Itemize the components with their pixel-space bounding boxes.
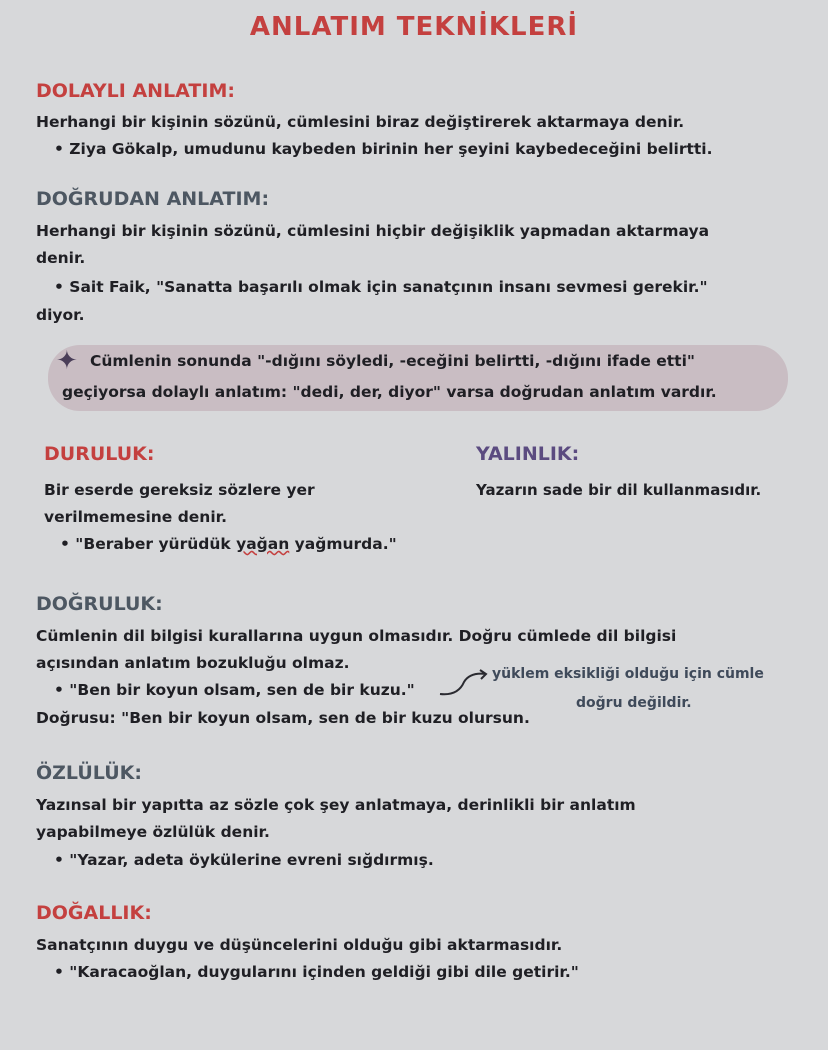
- dolayli-example: • Ziya Gökalp, umudunu kaybeden birinin her şeyini kaybedeceğini belirtti.: [54, 140, 713, 158]
- dogallik-line-1: Sanatçının duygu ve düşüncelerini olduğu gibi aktarmasıdır.: [36, 936, 563, 954]
- arrow-icon: [438, 668, 490, 698]
- dogruluk-example: • "Ben bir koyun olsam, sen de bir kuzu.": [54, 681, 415, 699]
- note-line-1: Cümlenin sonunda "-dığını söyledi, -eceğini belirtti, -dığını ifade etti": [90, 352, 695, 370]
- heading-dogrudan: DOĞRUDAN ANLATIM:: [36, 188, 270, 210]
- heading-yalinlik: YALINLIK:: [476, 443, 580, 465]
- yalinlik-line-1: Yazarın sade bir dil kullanmasıdır.: [476, 481, 762, 499]
- dogruluk-line-2: açısından anlatım bozukluğu olmaz.: [36, 654, 350, 672]
- side-note-1: yüklem eksikliği olduğu için cümle: [492, 666, 764, 682]
- page-title: ANLATIM TEKNİKLERİ: [249, 12, 579, 42]
- duruluk-line-1: Bir eserde gereksiz sözlere yer: [44, 481, 315, 499]
- heading-dolayli: DOLAYLI ANLATIM:: [36, 80, 235, 102]
- note-line-2: geçiyorsa dolaylı anlatım: "dedi, der, diyor" varsa doğrudan anlatım vardır.: [62, 383, 717, 401]
- dolayli-definition: Herhangi bir kişinin sözünü, cümlesini biraz değiştirerek aktarmaya denir.: [36, 113, 685, 131]
- dogrudan-example-1: • Sait Faik, "Sanatta başarılı olmak için sanatçının insanı sevmesi gerekir.": [54, 278, 708, 296]
- side-note-2: doğru değildir.: [576, 695, 692, 711]
- heading-ozluluk: ÖZLÜLÜK:: [36, 762, 142, 784]
- duruluk-example: [60, 535, 397, 553]
- example-text: yağmurda.": [289, 535, 397, 553]
- dogrudan-example-2: diyor.: [36, 306, 85, 324]
- dogallik-example: • "Karacaoğlan, duygularını içinden geldiği gibi dile getirir.": [54, 963, 579, 981]
- stars-icon: ✦: [56, 346, 78, 376]
- dogrudan-definition-2: denir.: [36, 249, 86, 267]
- ozluluk-line-1: Yazınsal bir yapıtta az sözle çok şey anlatmaya, derinlikli bir anlatım: [36, 796, 636, 814]
- ozluluk-example: • "Yazar, adeta öykülerine evreni sığdırmış.: [54, 851, 434, 869]
- marked-word: yağan: [236, 535, 290, 553]
- dogruluk-line-1: Cümlenin dil bilgisi kurallarına uygun olmasıdır. Doğru cümlede dil bilgisi: [36, 627, 677, 645]
- heading-dogruluk: DOĞRULUK:: [36, 593, 163, 615]
- heading-dogallik: DOĞALLIK:: [36, 902, 152, 924]
- heading-duruluk: DURULUK:: [44, 443, 155, 465]
- dogruluk-correct: Doğrusu: "Ben bir koyun olsam, sen de bir kuzu olursun.: [36, 709, 530, 727]
- example-text: • "Beraber yürüdük: [60, 535, 237, 553]
- duruluk-line-2: verilmemesine denir.: [44, 508, 227, 526]
- dogrudan-definition-1: Herhangi bir kişinin sözünü, cümlesini hiçbir değişiklik yapmadan aktarmaya: [36, 222, 710, 240]
- ozluluk-line-2: yapabilmeye özlülük denir.: [36, 823, 270, 841]
